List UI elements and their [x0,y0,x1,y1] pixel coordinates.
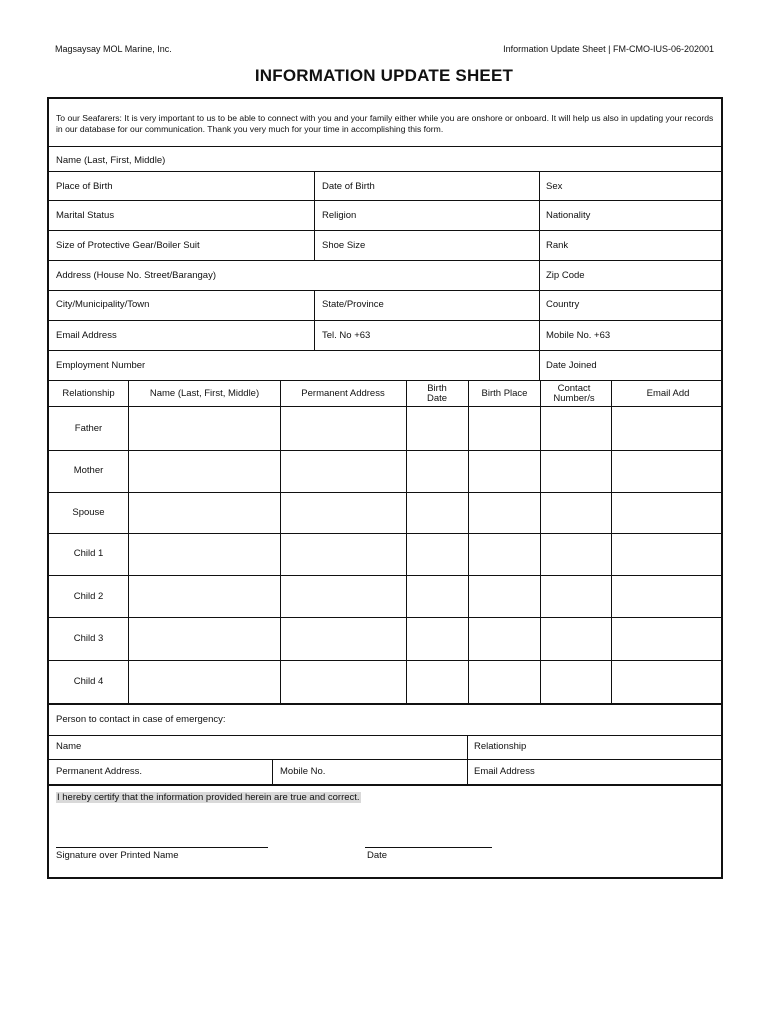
rank-field[interactable]: Rank [546,240,569,251]
divider [49,533,721,534]
emergency-email-field[interactable]: Email Address [474,766,535,777]
col-birth-date: Birth Date [426,383,448,404]
address-field[interactable]: Address (House No. Street/Barangay) [56,270,216,281]
document-code: Information Update Sheet | FM-CMO-IUS-06-202001 [503,44,714,54]
divider [49,200,721,201]
zip-code-field[interactable]: Zip Code [546,270,585,281]
divider [49,350,721,351]
marital-status-field[interactable]: Marital Status [56,210,115,221]
divider [49,380,721,381]
name-field-label[interactable]: Name (Last, First, Middle) [56,155,166,166]
divider [49,784,721,786]
col-relationship: Relationship [62,388,115,399]
col-birth-place: Birth Place [481,388,528,399]
divider [467,735,468,784]
family-row-child-2: Child 2 [73,591,104,602]
religion-field[interactable]: Religion [322,210,357,221]
emergency-heading: Person to contact in case of emergency: [56,714,226,725]
emergency-name-field[interactable]: Name [56,741,82,752]
emergency-address-field[interactable]: Permanent Address. [56,766,143,777]
divider [49,759,721,760]
family-row-child-4: Child 4 [73,676,104,687]
divider [49,575,721,576]
family-row-child-3: Child 3 [73,633,104,644]
divider [49,260,721,261]
shoe-size-field[interactable]: Shoe Size [322,240,366,251]
divider [49,703,721,705]
divider [49,320,721,321]
divider [272,759,273,784]
signature-line[interactable] [56,847,268,848]
divider [468,380,469,703]
intro-text: To our Seafarers: It is very important to us to be able to connect with you and your family either while you are onshore or onboard. It will help us also in updating your records in our database for our communication. Thank you very much for your time in accomplishing this form. [56,113,714,134]
mobile-field[interactable]: Mobile No. +63 [546,330,611,341]
certification-statement: I hereby certify that the information provided herein are true and correct. [57,792,360,803]
information-form [47,97,723,879]
divider [539,171,540,290]
divider [49,617,721,618]
divider [314,171,315,230]
divider [280,380,281,703]
divider [49,230,721,231]
city-field[interactable]: City/Municipality/Town [56,299,150,310]
col-contact: Contact Number/s [553,383,595,404]
col-address: Permanent Address [301,388,385,399]
col-email: Email Add [646,388,690,399]
divider [49,290,721,291]
col-name: Name (Last, First, Middle) [149,388,260,399]
divider [314,290,315,350]
divider [540,380,541,703]
signature-label: Signature over Printed Name [56,850,179,861]
family-row-child-1: Child 1 [73,548,104,559]
family-row-father: Father [74,423,103,434]
date-label: Date [367,850,388,861]
state-field[interactable]: State/Province [322,299,384,310]
divider [49,660,721,661]
date-of-birth-field[interactable]: Date of Birth [322,181,375,192]
divider [539,290,540,380]
family-row-spouse: Spouse [72,507,105,518]
emergency-mobile-field[interactable]: Mobile No. [280,766,326,777]
tel-field[interactable]: Tel. No +63 [322,330,371,341]
gear-size-field[interactable]: Size of Protective Gear/Boiler Suit [56,240,200,251]
nationality-field[interactable]: Nationality [546,210,591,221]
date-line[interactable] [365,847,492,848]
divider [406,380,407,703]
divider [128,380,129,703]
divider [314,230,315,260]
employment-number-field[interactable]: Employment Number [56,360,146,371]
family-row-mother: Mother [73,465,104,476]
sex-field[interactable]: Sex [546,181,563,192]
company-name: Magsaysay MOL Marine, Inc. [55,44,172,54]
divider [611,380,612,703]
divider [49,735,721,736]
divider [49,450,721,451]
divider [49,492,721,493]
divider [49,146,721,147]
emergency-relationship-field[interactable]: Relationship [474,741,527,752]
page-title: INFORMATION UPDATE SHEET [254,66,514,85]
country-field[interactable]: Country [546,299,580,310]
email-field[interactable]: Email Address [56,330,117,341]
divider [49,406,721,407]
place-of-birth-field[interactable]: Place of Birth [56,181,113,192]
divider [49,171,721,172]
date-joined-field[interactable]: Date Joined [546,360,597,371]
